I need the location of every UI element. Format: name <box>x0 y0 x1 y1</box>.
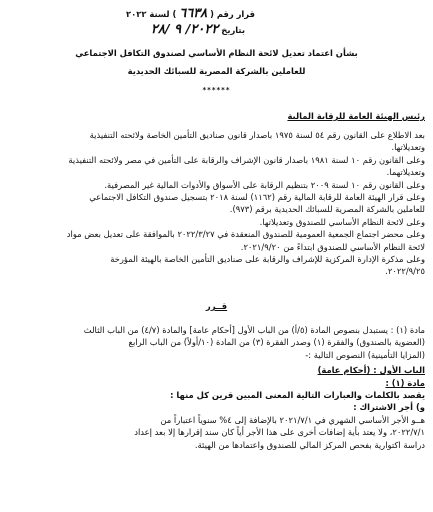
separator-stars: ****** <box>202 86 231 94</box>
date-label: بتاريخ <box>221 25 245 35</box>
preamble-line: وعلى مذكرة الإدارة المركزية للإشراف والرقابة على صناديق التأمين الخاصة بالهيئة المؤرخة <box>110 254 425 265</box>
date-value: ٢٠٢٢/ ٩ /٢٨ <box>150 24 219 37</box>
preamble-line: ٢٠٢٢/٩/٢٥. <box>385 266 425 277</box>
article-heading: مادة (١) : <box>385 377 425 388</box>
definition-text: دراسة اكتوارية بفحص المركز المالي للصندوق واعتمادها من الهيئة. <box>194 439 425 450</box>
preamble-line: بعد الاطلاع على القانون رقم ٥٤ لسنة ١٩٧٥ باصدار قانون صناديق التأمين الخاصة ولائحته التنفيذية <box>89 130 425 140</box>
decision-year: ) لسنة ٢٠٢٢ <box>126 9 177 19</box>
decision-number-line <box>8 8 255 20</box>
article-line: مادة (١) : يستبدل بنصوص المادة (٥/أ) من الباب الأول [أحكام عامة] والمادة (٤/٧) من الباب الثالث <box>83 325 425 335</box>
decision-label: قرار رقم ( <box>210 9 255 19</box>
preamble-line: لائحة النظام الأساسي للصندوق ابتداءً من ٢٠٢١/٩/٢٠. <box>240 241 425 252</box>
subject-line-2: للعاملين بالشركة المصرية للسبائك الحديدية <box>127 66 306 76</box>
decree-title: قــرر <box>205 301 228 311</box>
preamble-line: وعلى القانون رقم ١٠ لسنة ٢٠٠٩ بتنظيم الرقابة على الأسواق والأدوات المالية غير المصرفية. <box>104 179 425 190</box>
chapter-heading: الباب الأول : (أحكام عامة) <box>317 365 425 376</box>
preamble-line: وتعديلاتهما. <box>386 167 425 178</box>
decision-number: ٦٦٣٨ <box>179 8 208 21</box>
subject-line-1: بشأن اعتماد تعديل لائحة النظام الأساسي لصندوق التكافل الاجتماعي <box>75 48 358 58</box>
preamble-line: وعلى قرار الهيئة العامة للرقابة المالية رقم (١١٦٢) لسنة ٢٠١٨ بتسجيل صندوق التكافل الاجتماعي <box>89 192 425 203</box>
issuing-authority: رئيس الهيئة العامة للرقابة المالية <box>287 111 425 121</box>
preamble-line: وعلى لائحة النظام الأساسي للصندوق وتعديلاتها. <box>259 216 425 227</box>
definition-text: ٢٠٢٢/٧/١، ولا يعتد بأية إضافات أخرى على هذا الأجر أياً كان سند إقرارها إلا بعد إعداد <box>134 427 425 438</box>
article-line: (العضوية بالصندوق) والفقرة (١) وصدر الفقرة (٣) من المادة (١٠/أولاً) من الباب الرابع <box>128 337 425 348</box>
preamble-line: للعاملين بالشركة المصرية للسبائك الحديدية برقم (٩٧٣). <box>229 204 425 215</box>
preamble-line: وتعديلاتها. <box>391 142 425 153</box>
definition-term: و) أجر الاشتراك : <box>353 402 425 413</box>
decision-date-line <box>8 24 245 36</box>
preamble-line: وعلى محضر اجتماع الجمعية العمومية للصندوق المنعقدة في ٢٠٢٢/٣/٢٧ بالموافقة على تعديل بعض مواد <box>66 229 425 240</box>
preamble <box>8 129 425 278</box>
preamble-line: وعلى القانون رقم ١٠ لسنة ١٩٨١ باصدار قانون الإشراف والرقابة على التأمين في مصر ولائحته التنفيذية <box>68 154 425 165</box>
decree-body <box>8 324 425 451</box>
definition-text: هــو الأجر الأساسي الشهري في ٢٠٢١/٧/١ بالإضافة إلى ٤% سنوياً اعتباراً من <box>160 414 425 425</box>
definitions-intro: يقصد بالكلمات والعبارات التالية المعنى المبين قرين كل منها : <box>170 390 425 401</box>
article-line: (المزايا التأمينية) النصوص التالية :- <box>305 349 425 360</box>
